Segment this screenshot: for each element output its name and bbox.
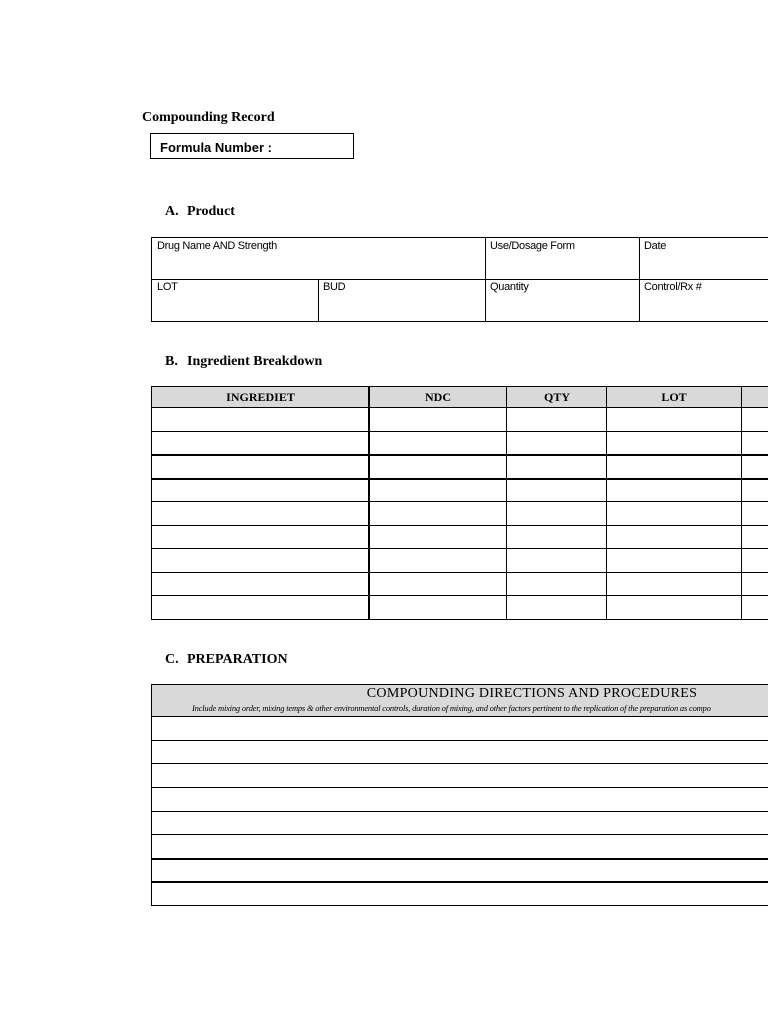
- product-table: [151, 237, 768, 322]
- section-letter: B.: [165, 354, 178, 369]
- ingredient-table: [151, 386, 768, 620]
- preparation-row[interactable]: [152, 812, 768, 835]
- preparation-row[interactable]: [152, 741, 768, 764]
- product-section-heading: [165, 204, 235, 220]
- drug-name-field[interactable]: [152, 238, 485, 279]
- formula-number-label: Formula Number :: [160, 140, 272, 155]
- date-label: Date: [644, 240, 667, 252]
- ingredient-section-heading: [165, 354, 322, 370]
- column-header-ingredient: INGREDIET: [226, 390, 295, 404]
- procedures-instructions: Include mixing order, mixing temps & other environmental controls, duration of mixing, and other factors pertinent to the replication of the preparation as compo: [192, 703, 711, 713]
- column-header-extra: [741, 387, 768, 407]
- use-dosage-form-label: Use/Dosage Form: [490, 240, 575, 252]
- ingredient-table-header: [152, 387, 768, 407]
- column-header-lot: LOT: [661, 390, 687, 404]
- ingredient-row[interactable]: [152, 432, 768, 455]
- ingredient-row[interactable]: [152, 549, 768, 572]
- document-title: Compounding Record: [142, 110, 275, 125]
- preparation-row[interactable]: [152, 764, 768, 787]
- section-letter: C.: [165, 652, 179, 667]
- formula-number-field[interactable]: [150, 133, 354, 159]
- ingredient-row[interactable]: [152, 596, 768, 619]
- preparation-row[interactable]: [152, 882, 768, 905]
- ingredient-row[interactable]: [152, 408, 768, 431]
- preparation-section-heading: [165, 652, 288, 668]
- section-title: Product: [187, 204, 235, 219]
- drug-name-label: Drug Name AND Strength: [157, 240, 277, 252]
- ingredient-row[interactable]: [152, 526, 768, 549]
- use-dosage-form-field[interactable]: [485, 238, 639, 279]
- preparation-row[interactable]: [152, 717, 768, 740]
- preparation-row[interactable]: [152, 788, 768, 811]
- section-letter: A.: [165, 204, 179, 219]
- preparation-table: [151, 684, 768, 906]
- section-title: Ingredient Breakdown: [187, 354, 323, 369]
- lot-field[interactable]: [152, 279, 318, 322]
- control-rx-label: Control/Rx #: [644, 281, 702, 293]
- control-rx-field[interactable]: [639, 279, 768, 322]
- preparation-row[interactable]: [152, 835, 768, 858]
- preparation-table-header: [152, 685, 768, 716]
- lot-label: LOT: [157, 281, 178, 293]
- date-field[interactable]: [639, 238, 768, 279]
- preparation-row[interactable]: [152, 859, 768, 882]
- ingredient-row[interactable]: [152, 455, 768, 478]
- column-header-ndc: NDC: [425, 390, 451, 404]
- ingredient-row[interactable]: [152, 573, 768, 596]
- column-header-qty: QTY: [543, 390, 570, 404]
- quantity-field[interactable]: [485, 279, 639, 322]
- section-title: PREPARATION: [187, 652, 288, 667]
- procedures-title: COMPOUNDING DIRECTIONS AND PROCEDURES: [366, 686, 698, 701]
- quantity-label: Quantity: [490, 281, 529, 293]
- bud-label: BUD: [323, 281, 346, 293]
- bud-field[interactable]: [318, 279, 485, 322]
- ingredient-row[interactable]: [152, 502, 768, 525]
- ingredient-row[interactable]: [152, 479, 768, 502]
